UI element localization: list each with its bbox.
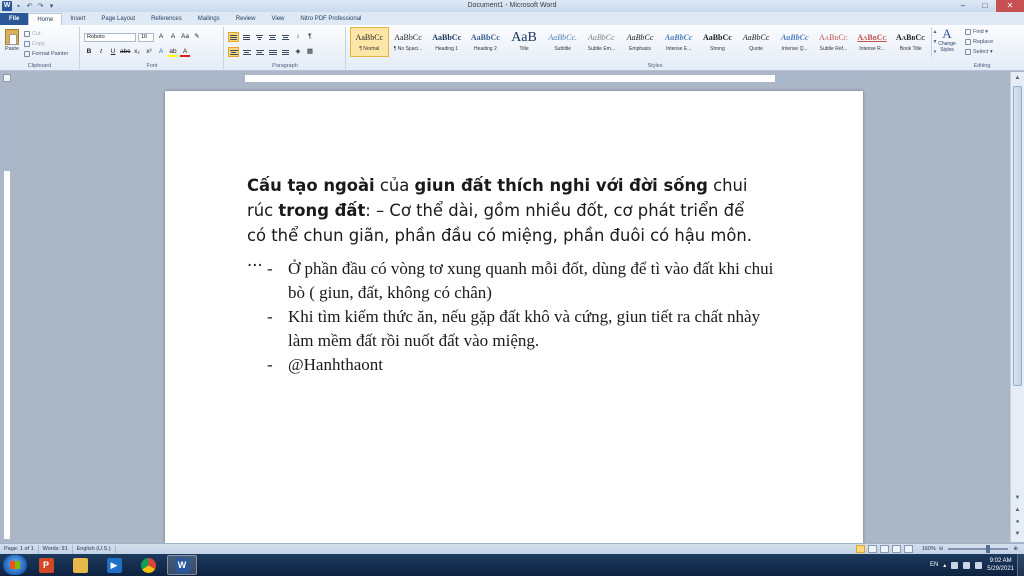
style-sample: AaBbCc [470,33,500,42]
strikethrough-button[interactable]: abc [120,48,131,55]
text-effects-button[interactable]: A [158,48,164,55]
style-name: ¶ No Spaci... [393,46,423,52]
change-styles-icon: A [942,26,952,41]
word-icon: W [175,558,190,573]
change-case-button[interactable]: Aa [181,33,189,40]
style-name: Intense E... [666,46,692,52]
style-name: ¶ Normal [359,46,380,52]
multilevel-list-button[interactable] [254,32,265,42]
cut-label: Cut [32,31,41,37]
scrollbar-thumb[interactable] [1013,86,1022,386]
document-page[interactable] [165,91,863,543]
style-name: Strong [710,46,725,52]
bullets-button[interactable] [228,32,239,42]
clock-date: 5/29/2021 [987,566,1014,572]
language-status[interactable]: English (U.S.) [73,545,116,554]
word-count[interactable]: Words: 91 [39,545,73,554]
style-sample: AaBbCc [857,33,887,42]
taskbar-chrome[interactable] [133,555,163,575]
shading-button[interactable]: ◈ [295,48,301,55]
editing-group [965,27,993,57]
intro-run-2: giun đất thích nghi với đời sống [414,176,708,195]
clock[interactable] [987,557,1014,573]
tab-review[interactable]: Review [235,16,256,22]
style-intense-reference[interactable] [853,27,892,57]
taskbar-explorer[interactable] [65,555,95,575]
action-center-icon[interactable] [975,562,982,569]
copy-label: Copy [32,41,45,47]
styles-gallery-scroll[interactable]: ▲ ▼ ▾ [932,29,938,55]
outline-view-button[interactable] [892,545,901,553]
font-color-button[interactable]: A [180,47,190,57]
style-subtle-reference[interactable] [814,27,853,57]
maximize-button[interactable]: □ [982,1,988,10]
paste-label: Paste [4,46,20,52]
horizontal-ruler[interactable] [164,74,864,83]
next-page-icon[interactable]: ▼ [1014,531,1021,537]
redo-icon[interactable]: ↷ [37,2,44,10]
list-item[interactable]: - Ở phần đầu có vòng tơ xung quanh mỗi đốt, dùng để tì vào đất khi chui bò ( giun, đất, không có chân) [267,257,787,305]
style-name: Emphasis [629,46,652,52]
tab-insert[interactable]: Insert [70,16,86,22]
replace-icon [965,39,971,45]
shrink-font-button[interactable]: A [170,33,176,40]
undo-icon[interactable]: ↶ [26,2,33,10]
ruler-top-margin [4,89,10,171]
window-title: Document1 - Microsoft Word [467,2,557,9]
change-styles-label: Change Styles [938,41,956,53]
intro-run-5: : – Cơ thể dài, gồm nhiều đốt, cơ phát triển để có thể chun giãn, phần đầu có miệng, phần đuôi có hậu môn. ... [247,201,752,270]
brush-icon [24,51,30,57]
find-button[interactable] [965,27,993,37]
zoom-level[interactable]: 160% [921,546,936,552]
font-name-combo[interactable]: Roboto [84,33,136,42]
numbering-button[interactable] [241,32,252,42]
italic-button[interactable]: I [99,48,103,55]
clipboard-group [0,27,80,69]
style-name: Book Title [899,46,922,52]
start-button[interactable] [3,555,27,575]
editing-label: Editing [973,63,991,69]
style-no-spacing[interactable] [389,27,428,57]
show-desktop-button[interactable] [1017,554,1024,576]
select-icon [965,49,971,55]
list-item[interactable]: - @Hanhthaont [267,353,787,377]
scroll-up-icon[interactable]: ▲ [1014,75,1021,81]
justify-button[interactable] [267,47,278,57]
select-button[interactable] [965,47,993,57]
style-title[interactable] [505,27,544,57]
taskbar-word[interactable] [167,555,197,575]
style-sample: AaBbCc [626,33,654,42]
paste-icon [5,29,19,45]
taskbar [0,554,1024,576]
style-book-title[interactable] [891,27,930,57]
tab-references[interactable]: References [151,16,182,22]
ribbon-tabs [0,12,1024,25]
style-sample: AaBbCc [588,33,615,42]
zoom-out-icon[interactable]: ⊖ [938,546,944,552]
intro-run-1: của [374,176,415,195]
intro-run-3: chui rúc [247,176,748,220]
style-sample: AaBbCc [432,33,462,42]
align-center-button[interactable] [241,47,252,57]
tab-page-layout[interactable]: Page Layout [101,16,136,22]
quick-access-toolbar [0,1,56,11]
styles-gallery [350,27,930,57]
customize-qat-icon[interactable]: ▾ [49,2,54,10]
font-group [81,27,224,69]
style-heading-2[interactable] [466,27,505,57]
style-sample: AaBbCc [702,33,732,42]
tab-nitro-pdf[interactable]: Nitro PDF Professional [300,16,362,22]
intro-run-0: Cấu tạo ngoài [247,176,375,195]
ruler-right-margin [775,75,863,82]
vertical-scrollbar[interactable] [1010,72,1024,542]
media-player-icon: ▶ [107,558,122,573]
window-controls [952,0,1024,12]
style-strong[interactable] [698,27,737,57]
vertical-ruler[interactable] [3,88,11,540]
style-intense-emphasis[interactable] [659,27,698,57]
line-spacing-button[interactable] [280,47,291,57]
scissors-icon [24,31,30,37]
clock-time: 9:02 AM [989,558,1012,564]
ruler-left-margin [165,75,245,82]
clear-formatting-icon[interactable]: ✎ [194,33,200,40]
previous-page-icon[interactable]: ▲ [1014,507,1021,513]
highlight-button[interactable]: ab [169,48,177,55]
replace-label: Replace [973,39,994,45]
word-logo-icon[interactable]: W [3,2,11,9]
intro-run-4: trong đất [278,201,366,220]
draft-view-button[interactable] [904,545,913,553]
align-left-button[interactable] [228,47,239,57]
grow-font-button[interactable]: A [158,33,164,40]
style-name: Subtle Em... [587,46,615,52]
replace-button[interactable] [965,37,993,47]
minimize-button[interactable]: – [960,1,966,10]
style-quote[interactable] [737,27,776,57]
save-icon[interactable]: ▪ [17,2,20,10]
style-heading-1[interactable] [427,27,466,57]
copy-icon [24,41,30,47]
cut-button[interactable] [24,29,68,39]
taskbar-powerpoint[interactable] [31,555,61,575]
format-painter-label: Format Painter [32,51,69,57]
change-styles-button[interactable] [936,27,958,53]
copy-button[interactable] [24,39,68,49]
style-emphasis[interactable] [621,27,660,57]
style-name: Title [519,46,529,52]
styles-label: Styles [647,63,663,69]
paragraph-group [225,27,346,69]
style-intense-quote[interactable] [775,27,814,57]
network-icon[interactable] [963,562,970,569]
style-name: Intense Q... [781,46,808,52]
style-sample: AaBbCc [664,33,693,42]
powerpoint-icon: P [39,558,54,573]
tab-view[interactable]: View [271,16,285,22]
style-name: Heading 2 [473,46,497,52]
style-sample: AaBbCc. [548,33,578,42]
style-subtle-emphasis[interactable] [582,27,621,57]
taskbar-media-player[interactable] [99,555,129,575]
title-bar [0,0,1024,12]
list-item[interactable]: - Khi tìm kiếm thức ăn, nếu gặp đất khô và cứng, giun tiết ra chất nhày làm mềm đất rồi nuốt đất vào miệng. [267,305,787,353]
input-language[interactable]: EN [929,562,939,568]
style-sample: AaBbCc [394,33,422,42]
show-formatting-marks-icon[interactable]: ¶ [308,33,312,40]
style-name: Subtle Ref... [819,46,848,52]
font-size-combo[interactable]: 16 [138,33,154,42]
style-name: Heading 1 [435,46,459,52]
style-name: Quote [749,46,763,52]
tab-mailings[interactable]: Mailings [197,16,220,22]
select-label: Select ▾ [973,49,993,55]
zoom-slider[interactable] [948,548,1008,550]
format-painter-button[interactable] [24,49,68,59]
system-tray [930,554,1014,576]
binoculars-icon [965,29,971,35]
style-sample: AaBbCc [895,33,926,42]
clipboard-label: Clipboard [27,63,52,69]
style-sample: AaBbCc [819,33,848,42]
full-screen-view-button[interactable] [868,545,877,553]
bullet-list [267,257,787,377]
close-button[interactable]: ✕ [996,0,1024,12]
browse-object-icon[interactable]: ● [1015,519,1020,525]
tab-selector[interactable] [3,74,11,82]
style-sample: AaBbCc [355,33,384,42]
folder-icon [73,558,88,573]
page-count[interactable]: Page: 1 of 1 [0,545,39,554]
increase-indent-button[interactable] [280,32,291,42]
chrome-icon [141,558,156,573]
paragraph-label: Paragraph [272,63,298,69]
style-sample: AaB [511,30,537,45]
print-layout-view-button[interactable] [856,545,865,553]
align-right-button[interactable] [254,47,265,57]
show-hidden-icons-icon[interactable]: ▴ [943,562,947,569]
web-layout-view-button[interactable] [880,545,889,553]
status-bar [0,543,1024,554]
style-name: Subtitle [554,46,572,52]
style-normal[interactable] [350,27,389,57]
decrease-indent-button[interactable] [267,32,278,42]
underline-button[interactable]: U [110,48,116,55]
scroll-down-icon[interactable]: ▼ [1014,495,1021,501]
tab-home[interactable]: Home [28,13,62,25]
volume-icon[interactable] [951,562,958,569]
borders-button[interactable]: ▦ [306,48,314,55]
style-sample: AaBbCc [742,33,770,42]
tab-file[interactable]: File [0,13,28,25]
style-subtitle[interactable] [543,27,582,57]
find-label: Find ▾ [973,29,988,35]
bold-button[interactable]: B [86,48,92,55]
subscript-button[interactable]: x₂ [134,48,140,55]
superscript-button[interactable]: x² [146,48,152,55]
zoom-in-icon[interactable]: ⊕ [1013,546,1018,552]
style-name: Intense R... [859,46,885,52]
style-sample: AaBbCc [780,33,809,42]
sort-button[interactable]: ↕ [296,33,300,40]
paste-button[interactable] [3,29,21,52]
font-label: Font [146,63,158,69]
ribbon [0,25,1024,71]
